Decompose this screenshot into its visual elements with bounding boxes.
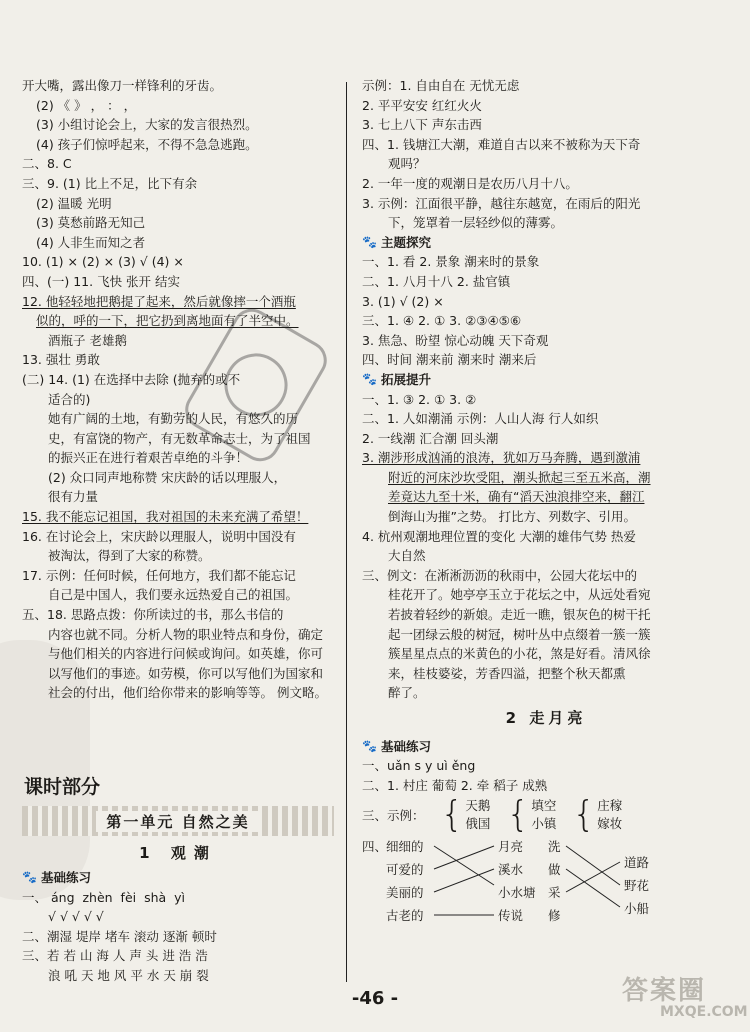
answer-line: (3) 小组讨论会上，大家的发言很热烈。 [36, 117, 258, 133]
answer-line: 二、1. 村庄 葡萄 2. 牵 稻子 成熟 [362, 777, 548, 793]
answer-line: 醉了。 [388, 685, 426, 701]
brace-item: 嫁妆 [597, 816, 623, 832]
answer-line: 观吗？ [388, 156, 426, 172]
answer-line: 倒海山为摧”之势。 打比方、列数字、引用。 [388, 509, 636, 525]
brace-answers [362, 794, 730, 836]
pinyin: fèi [120, 889, 137, 905]
brace-group [572, 794, 623, 836]
answer-line: 三、例文：在淅淅沥沥的秋雨中，公园大花坛中的 [362, 567, 638, 583]
stamp-watermark [176, 300, 336, 470]
answer-line: (二) 14. (1) 在选择中去除 (抛弃的或不 [22, 371, 241, 387]
paw-icon: 🐾 [362, 738, 377, 753]
answer-line: 三、1. ④ 2. ① 3. ②③④⑤⑥ [362, 313, 522, 329]
brace-group [506, 794, 557, 836]
answer-line: 3. 焦急、盼望 惊心动魄 天下奇观 [362, 332, 549, 348]
answer-line: (4) 人非生而知之者 [36, 234, 146, 250]
answer-line: 开大嘴，露出像刀一样锋利的牙齿。 [22, 78, 223, 93]
answer-line: 大自然 [388, 548, 426, 564]
match-verb-item: 修 [548, 908, 561, 924]
brace-item: 庄稼 [597, 798, 623, 814]
answer-line: 的振兴正在进行着艰苦卓绝的斗争！ [48, 450, 249, 466]
answer-line: 自己是中国人，我们要永远热爱自己的祖国。 [48, 587, 299, 603]
site-watermark-url: MXQE.COM [660, 1004, 748, 1020]
answer-line: 16. 在讨论会上，宋庆龄以理服人，说明中国没有 [22, 528, 296, 544]
answer-line: 17. 示例：任何时候，任何地方，我们都不能忘记 [22, 567, 296, 583]
lesson-title: 1 观潮 [139, 844, 217, 862]
answer-line: 4. 杭州观潮地理位置的变化 大潮的雄伟气势 热爱 [362, 528, 636, 544]
answer-line: 2. 一年一度的观潮日是农历八月十八。 [362, 175, 578, 191]
brace-item: 小镇 [531, 816, 557, 832]
pinyin: zhèn [82, 889, 113, 905]
answer-line: 示例：1. 自由自在 无忧无虑 [362, 78, 520, 93]
answer-line: 12. 他轻轻地把鹅提了起来，然后就像摔一个酒瓶 [22, 293, 296, 309]
match-right-item: 野花 [624, 878, 650, 894]
answer-line: 四、1. 钱塘江大潮，难道自古以来不被称为天下奇 [362, 136, 641, 152]
brace-glyph: { [506, 794, 530, 836]
answer-line: 三、9. (1) 比上不足，比下有余 [22, 175, 198, 191]
exercise-header-label: 基础练习 [40, 870, 91, 885]
answer-line: 二、1. 八月十八 2. 盐官镇 [362, 273, 511, 289]
match-left-item: 美丽的 [386, 885, 424, 901]
exercise-header [362, 370, 730, 390]
answer-line: 2. 一线潮 汇合潮 回头潮 [362, 430, 499, 446]
answer-line: 3. (1) √ (2) × [362, 293, 444, 309]
brace-glyph: { [440, 794, 464, 836]
answer-line: 3. 潮涉形成汹涌的浪涛，犹如万马奔腾，遇到激浦 [362, 450, 641, 466]
column-divider [346, 82, 347, 982]
answer-line: 起一团绿云般的树冠，树叶丛中点缀着一簇一簇 [388, 626, 651, 642]
match-verb-item: 做 [548, 862, 561, 878]
lesson-title: 2 走月亮 [505, 709, 587, 727]
match-left-item: 细细的 [386, 839, 424, 855]
pinyin: áng [51, 889, 75, 905]
answer-line: 她有广阔的土地，有勤劳的人民，有悠久的历 [48, 411, 299, 427]
paw-icon: 🐾 [362, 234, 377, 249]
check-marks: √ √ √ √ √ [48, 909, 104, 925]
answer-line: 附近的河床沙坎受阻，潮头掀起三至五米高，潮 [388, 469, 651, 485]
match-left-item: 可爱的 [386, 862, 424, 878]
answer-line: (2) 温暖 光明 [36, 195, 112, 211]
paw-icon: 🐾 [362, 371, 377, 386]
answer-line: 四、(一) 11. 飞快 张开 结实 [22, 273, 181, 289]
match-mid-item: 溪水 [498, 862, 524, 878]
answer-line: 以写他们的事迹。如劳模，你可以写他们为国家和 [48, 665, 324, 681]
answer-line: 三、若 若 山 海 人 声 头 进 浩 浩 [22, 948, 208, 964]
exercise-header [22, 868, 334, 888]
brace-item: 填空 [531, 798, 557, 814]
right-column [362, 76, 730, 933]
brace-glyph: { [572, 794, 596, 836]
item-prefix: 一、 [22, 889, 48, 905]
exercise-header-label: 拓展提升 [380, 371, 431, 387]
match-mid-item: 月亮 [498, 839, 524, 855]
answer-line: 10. (1) × (2) × (3) √ (4) × [22, 254, 184, 270]
match-verb-item: 采 [548, 885, 561, 901]
match-mid-item: 小水塘 [498, 885, 536, 901]
answer-line: 一、1. 看 2. 景象 潮来时的景象 [362, 254, 540, 270]
answer-line: 浪 吼 天 地 风 平 水 天 崩 裂 [48, 967, 209, 983]
answer-line: 社会的付出，他们给你带来的影响等等。 例文略。 [48, 685, 327, 701]
exercise-header-label: 基础练习 [380, 738, 431, 754]
lesson1-answers [22, 868, 334, 986]
pinyin: yì [174, 889, 186, 905]
answer-line: 四、时间 潮来前 潮来时 潮来后 [362, 352, 537, 368]
answer-line: (2) 《 》 ， ： ， [36, 97, 137, 113]
answer-line: (4) 孩子们惊呼起来，不得不急急逃跑。 [36, 136, 258, 152]
matching-exercise [362, 837, 730, 933]
pinyin-row [22, 888, 334, 908]
answer-line: 内容也就不同。分析人物的职业特点和身份，确定 [48, 626, 324, 642]
answer-line: 一、uǎn s y uì ěng [362, 758, 476, 774]
answer-line: 来，桂枝婆娑，芳香四溢，把整个秋天都熏 [388, 665, 626, 681]
answer-line: 3. 七上八下 声东击西 [362, 117, 482, 133]
pinyin: shà [144, 889, 167, 905]
answer-line: 适合的) [48, 391, 91, 407]
answer-line: (3) 莫愁前路无知己 [36, 215, 146, 231]
brace-item: 天鹅 [465, 798, 491, 814]
exercise-header [362, 233, 730, 253]
paw-icon: 🐾 [22, 870, 37, 884]
match-verb-item: 洗 [548, 839, 561, 855]
match-right-item: 小船 [624, 901, 650, 917]
page-number: -46 - [351, 988, 399, 1009]
answer-line: 二、8. C [22, 156, 72, 172]
match-right-item: 道路 [624, 855, 650, 871]
answer-line: 被淘汰，得到了大家的称赞。 [48, 548, 211, 564]
answer-line: 酒瓶子 老雄鹅 [48, 332, 127, 348]
answer-line: 桂花开了。她亭亭玉立于花坛之中，从远处看宛 [388, 587, 651, 603]
brace-item: 俄国 [465, 816, 491, 832]
answer-line: 若披着轻纱的新娘。走近一瞧，银灰色的树干托 [388, 607, 651, 623]
exercise-header [362, 737, 730, 757]
answer-line: 15. 我不能忘记祖国，我对祖国的未来充满了希望！ [22, 509, 309, 525]
unit-title: 第一单元 自然之美 [96, 811, 259, 832]
exercise-header-label: 主题探究 [380, 234, 431, 250]
match-mid-item: 传说 [498, 908, 524, 924]
answer-line: 很有力量 [48, 489, 99, 505]
answer-line: 差竟达九至十米，确有“滔天浊浪排空来，翻江 [388, 489, 645, 505]
item-prefix: 三、示例： [362, 807, 425, 823]
answer-line: 史，有富饶的物产，有无数革命志士，为了祖国 [48, 430, 311, 446]
item-prefix: 四、 [362, 839, 388, 855]
answer-line: 下，笼罩着一层轻纱似的薄雾。 [388, 215, 564, 231]
answer-line: (2) 众口同声地称赞 宋庆龄的话以理服人， [48, 469, 287, 485]
answer-line: 五、18. 思路点拨：你所读过的书，那么书信的 [22, 607, 284, 623]
answer-line: 簇星星点点的米黄色的小花，煞是好看。清风徐 [388, 646, 651, 662]
answer-line: 二、潮湿 堤岸 堵车 滚动 逐渐 顿时 [22, 928, 217, 944]
answer-line: 似的，呼的一下，把它扔到离地面有了半空中。 [36, 313, 299, 329]
section-title: 课时部分 [24, 776, 101, 798]
match-left-item: 古老的 [386, 908, 424, 924]
answer-line: 一、1. ③ 2. ① 3. ② [362, 391, 477, 407]
site-watermark: 答案圈 [622, 976, 707, 1006]
answer-line: 3. 示例：江面很平静，越往东越宽，在雨后的阳光 [362, 195, 641, 211]
answer-line: 与他们相关的内容进行问候或询问。如英雄，你可 [48, 646, 324, 662]
answer-line: 二、1. 人如潮涌 示例：人山人海 行人如织 [362, 411, 599, 427]
brace-group [440, 794, 491, 836]
answer-line: 2. 平平安安 红红火火 [362, 97, 482, 113]
unit-banner [22, 806, 334, 836]
answer-line: 13. 强壮 勇敢 [22, 352, 100, 368]
